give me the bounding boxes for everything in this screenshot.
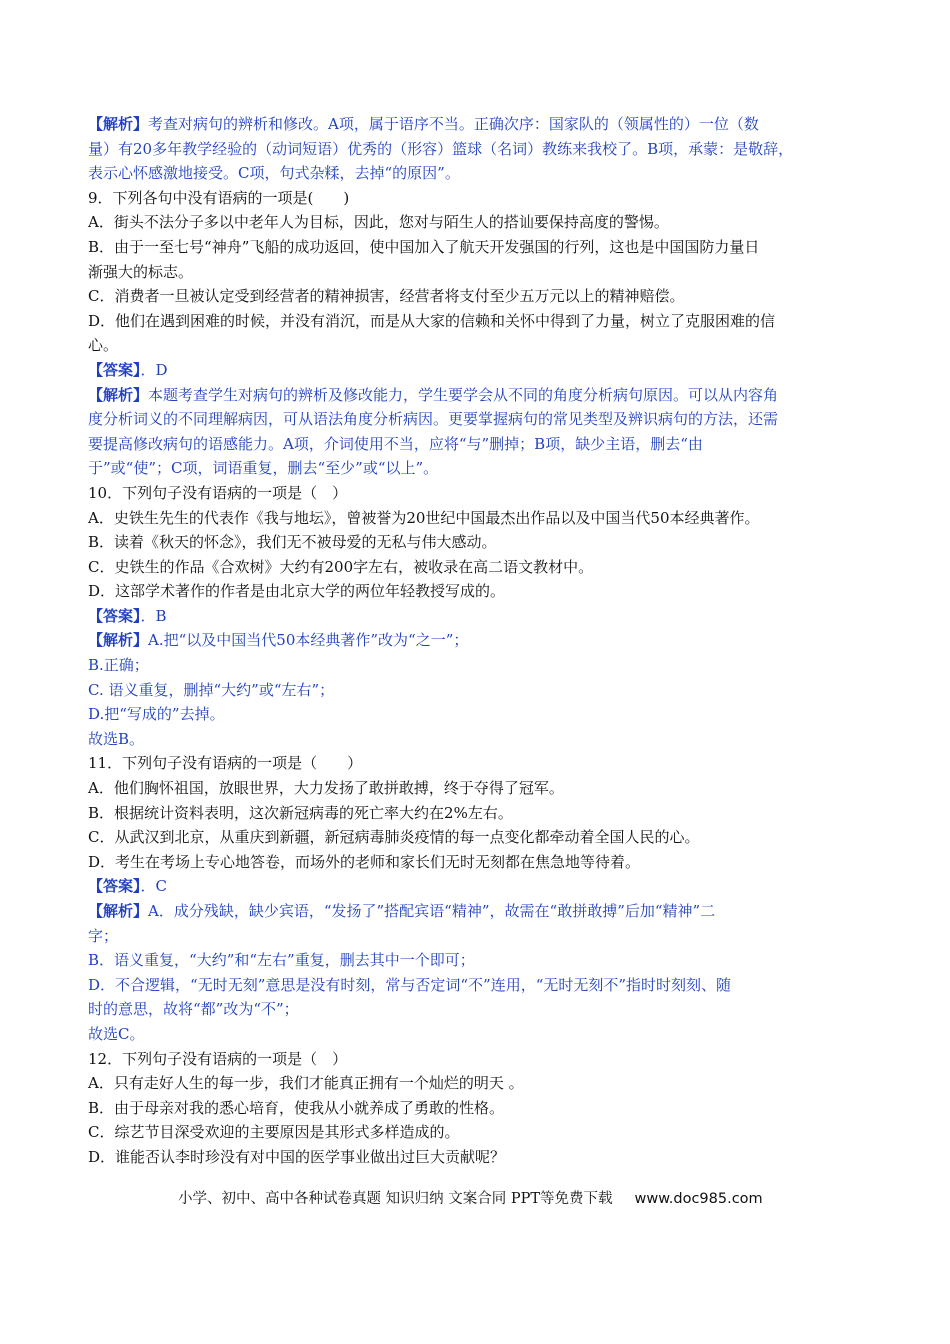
page-footer [178,1187,763,1211]
line-text: C．综艺节目深受欢迎的主要原因是其形式多样造成的。 [88,1123,460,1142]
text-line [88,973,870,998]
text-line [88,112,870,137]
text-line [88,924,870,949]
text-line [88,506,870,531]
line-text: 度分析词义的不同理解病因，可从语法角度分析病因。更要掌握病句的常见类型及辨识病句的方法，还需 [88,410,779,429]
footer-text: 小学、初中、高中各种试卷真题 知识归纳 文案合同 PPT等免费下载 [178,1191,613,1207]
text-line [88,456,870,481]
text-line [88,407,870,432]
line-text: C．史铁生的作品《合欢树》大约有200字左右，被收录在高二语文教材中。 [88,557,594,576]
section-tag: 【解析】 [88,902,149,920]
text-line [88,530,870,555]
line-text: B．由于一至七号“神舟”飞船的成功返回，使中国加入了航天开发强国的行列，这也是中国国防力量日 [88,237,760,256]
text-line [88,850,870,875]
line-text: B.正确； [88,656,149,675]
text-line [88,383,870,408]
line-text: 故选C。 [88,1024,145,1043]
line-text: A．史铁生先生的代表作《我与地坛》，曾被誉为20世纪中国最杰出作品以及中国当代50本经典著作。 [88,508,760,527]
text-line [88,702,870,727]
text-line [88,432,870,457]
text-line [88,161,870,186]
line-text: 时的意思，故将“都”改为“不”； [88,1000,299,1019]
line-text: C．消费者一旦被认定受到经营者的精神损害，经营者将支付至少五万元以上的精神赔偿。 [88,287,685,306]
line-text: B．根据统计资料表明，这次新冠病毒的死亡率大约在2%左右。 [88,803,513,822]
line-text: 12．下列句子没有语病的一项是（ ） [88,1049,348,1068]
line-text: 考查对病句的辨析和修改。A项，属于语序不当。正确次序：国家队的（领属性的）一位（数 [148,115,759,133]
line-text: 9．下列各句中没有语病的一项是( ) [88,188,350,207]
line-text: B．读着《秋天的怀念》，我们无不被母爱的无私与伟大感动。 [88,533,497,552]
line-text: 字； [88,926,119,945]
text-line [88,948,870,973]
section-tag: 【答案】 [88,360,141,379]
text-line [88,1120,870,1145]
line-text: D．不合逻辑，“无时无刻”意思是没有时刻，常与否定词“不”连用，“无时无刻不”指时时刻刻、随 [88,975,732,994]
text-line [88,333,870,358]
line-text: B．由于母亲对我的悉心培育，使我从小就养成了勇敢的性格。 [88,1098,505,1117]
line-text: A．街头不法分子多以中老年人为目标，因此，您对与陌生人的搭讪要保持高度的警惕。 [88,213,669,232]
text-line [88,260,870,285]
text-line [88,210,870,235]
section-tag: 【答案】 [88,606,141,625]
text-line [88,1047,870,1072]
line-text: 心。 [88,336,119,355]
line-text: 于”或“使”；C项，词语重复，删去“至少”或“以上”。 [88,459,439,478]
section-tag: 【解析】 [88,631,149,650]
section-tag: 【答案】 [88,877,141,896]
text-line [88,751,870,776]
text-line [88,997,870,1022]
line-text: 要提高修改病句的语感能力。A项，介词使用不当，应将“与”删掉；B项，缺少主语，删去“由 [88,434,703,453]
line-text: 本题考查学生对病句的辨析及修改能力，学生要学会从不同的角度分析病句原因。可以从内容角 [148,385,779,404]
text-line [88,801,870,826]
line-text: 量）有20多年教学经验的（动词短语）优秀的（形容）篮球（名词）教练来我校了。B项，承蒙：是敬辞， [88,139,794,158]
text-line [88,776,870,801]
text-line [88,579,870,604]
text-line [88,1096,870,1121]
text-line [88,309,870,334]
text-line [88,1145,870,1170]
text-line [88,284,870,309]
text-line [88,137,870,162]
line-text: 10．下列句子没有语病的一项是（ ） [88,483,348,502]
text-line [88,678,870,703]
section-tag: 【解析】 [88,115,149,133]
line-text: 渐强大的标志。 [88,262,194,281]
text-line [88,358,870,383]
text-line [88,899,870,924]
text-line [88,604,870,629]
line-text: A．只有走好人生的每一步，我们才能真正拥有一个灿烂的明天 。 [88,1074,524,1093]
text-line [88,874,870,899]
text-line [88,186,870,211]
line-text: A.把“以及中国当代50本经典著作”改为“之一”； [148,631,469,650]
line-text: ．C [140,877,167,896]
line-text: A．他们胸怀祖国，放眼世界，大力发扬了敢拼敢搏，终于夺得了冠军。 [88,779,564,798]
line-text: ．D [140,360,168,379]
line-text: 故选B。 [88,729,145,748]
line-text: 11．下列句子没有语病的一项是（ ） [88,754,363,773]
text-line [88,555,870,580]
line-text: C. 语义重复，删掉“大约”或“左右”； [88,680,335,699]
line-text: D．考生在考场上专心地答卷，而场外的老师和家长们无时无刻都在焦急地等待着。 [88,852,641,871]
section-tag: 【解析】 [88,385,149,404]
text-line [88,653,870,678]
line-text: A．成分残缺，缺少宾语，“发扬了”搭配宾语“精神”，故需在“敢拼敢搏”后加“精神”二 [148,902,716,920]
text-line [88,825,870,850]
line-text: C．从武汉到北京，从重庆到新疆，新冠病毒肺炎疫情的每一点变化都牵动着全国人民的心。 [88,828,700,847]
line-text: D．他们在遇到困难的时候，并没有消沉，而是从大家的信赖和关怀中得到了力量，树立了克服困难的信 [88,311,776,330]
line-text: ．B [140,606,167,625]
line-text: D．这部学术著作的作者是由北京大学的两位年轻教授写成的。 [88,582,506,601]
text-line [88,481,870,506]
text-line [88,1071,870,1096]
line-text: D．谁能否认李时珍没有对中国的医学事业做出过巨大贡献呢？ [88,1147,506,1166]
line-text: 表示心怀感激地接受。C项，句式杂糅，去掉“的原因”。 [88,164,460,183]
text-line [88,727,870,752]
text-line [88,235,870,260]
footer-site: www.doc985.com [634,1191,763,1207]
text-line [88,1022,870,1047]
text-line [88,628,870,653]
line-text: B．语义重复，“大约”和“左右”重复，删去其中一个即可； [88,951,475,970]
line-text: D.把“写成的”去掉。 [88,705,225,724]
document-body [88,112,870,1170]
